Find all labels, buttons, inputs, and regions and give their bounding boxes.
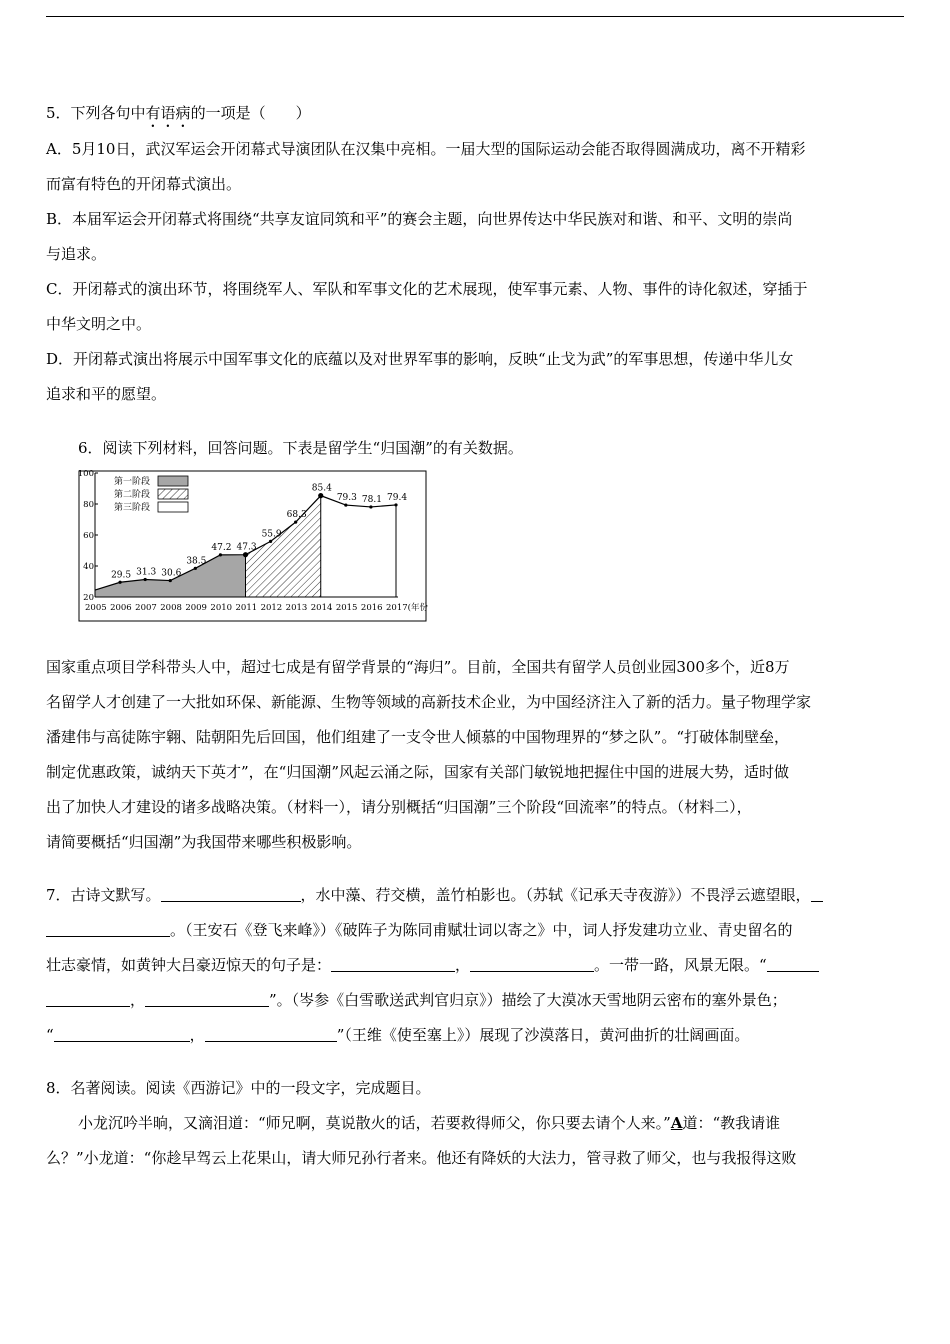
q7-blank-4[interactable] — [470, 955, 594, 972]
data-label: 47.3 — [236, 542, 257, 553]
data-point — [394, 503, 397, 506]
q7-text-4b: ， — [130, 991, 146, 1009]
data-label: 68.3 — [286, 510, 307, 521]
data-point — [169, 579, 172, 582]
legend-swatch-2 — [158, 489, 188, 499]
q8-passage-text-1: 小龙沉吟半晌，又滴泪道：“师兄啊，莫说散火的话，若要救得师父，你只要去请个人来。” — [78, 1114, 671, 1132]
q5-option-d-line2: 追求和平的愿望。 — [46, 385, 167, 403]
q7-line5 — [46, 1018, 904, 1053]
data-label: 79.3 — [336, 493, 357, 504]
x-tick-label: 2017(年份) — [386, 603, 428, 613]
q7-text-5c: ”（王维《使至塞上》）展现了沙漠落日，黄河曲折的壮阔画面。 — [336, 1026, 750, 1044]
data-label: 85.4 — [311, 483, 332, 494]
data-label: 30.6 — [161, 568, 182, 579]
data-point — [118, 581, 121, 584]
data-point — [219, 553, 222, 556]
q5-stem-post: 的一项是（ ） — [190, 104, 311, 122]
data-point — [318, 493, 323, 498]
data-label: 55.9 — [261, 529, 282, 540]
q8-passage-line2: 么？”小龙道：“你趁早驾云上花果山，请大师兄孙行者来。他还有降妖的大法力，管寻救了师父，也与我报得这败 — [46, 1149, 797, 1167]
x-tick-label: 2016 — [360, 603, 383, 613]
q6-material-line2: 名留学人才创建了一大批如环保、新能源、生物等领域的高新技术企业，为中国经济注入了新的活力。量子物理学家 — [46, 693, 812, 711]
q5-option-c-line2: 中华文明之中。 — [46, 315, 152, 333]
q7-text-3a: 壮志豪情，如黄钟大吕豪迈惊天的句子是： — [46, 956, 332, 974]
q7-text-3c: 。一带一路，风景无限。“ — [594, 956, 767, 974]
data-label: 31.3 — [136, 567, 157, 578]
x-tick-label: 2013 — [285, 603, 308, 613]
q7-blank-6[interactable] — [145, 990, 269, 1007]
q6-material-line3: 潘建伟与高徒陈宇翱、陆朝阳先后回国，他们组建了一支令世人倾慕的中国物理界的“梦之队”。“打破体制壁垒， — [46, 728, 790, 746]
q8-stem: 8．名著阅读。阅读《西游记》中的一段文字，完成题目。 — [46, 1079, 431, 1097]
q7-text-5b: ， — [189, 1026, 205, 1044]
q6-material-line4: 制定优惠政策，诚纳天下英才”，在“归国潮”风起云涌之际，国家有关部门敏锐地把握住中国的进展大势，适时做 — [46, 763, 790, 781]
x-tick-label: 2010 — [210, 603, 233, 613]
legend-swatch-3 — [158, 502, 188, 512]
q7-stem: 7．古诗文默写。 — [46, 886, 161, 904]
q7-line3 — [46, 948, 904, 983]
header-rule — [46, 16, 904, 17]
legend-label-1: 第一阶段 — [114, 477, 151, 487]
data-label: 29.5 — [111, 570, 132, 581]
data-label: 78.1 — [361, 494, 382, 505]
question-7 — [46, 878, 904, 1053]
x-tick-label: 2007 — [135, 603, 157, 613]
y-tick-label: 80 — [83, 500, 94, 510]
q5-stem-emphasis: 有语病 — [145, 104, 191, 122]
q7-blank-7[interactable] — [54, 1025, 190, 1042]
q6-stem: 6．阅读下列材料，回答问题。下表是留学生“归国潮”的有关数据。 — [78, 439, 523, 457]
q7-text-5a: “ — [46, 1026, 54, 1044]
data-label: 38.5 — [186, 556, 207, 567]
data-label: 47.2 — [211, 542, 232, 553]
data-point — [144, 578, 147, 581]
data-point — [194, 567, 197, 570]
q7-blank-5a[interactable] — [767, 955, 819, 972]
q7-line2 — [46, 913, 904, 948]
q7-blank-3[interactable] — [331, 955, 455, 972]
q7-line1 — [46, 878, 904, 913]
q7-text-2: 。（王安石《登飞来峰》）《破阵子为陈同甫赋壮词以寄之》中，词人抒发建功立业、青史留名的 — [170, 921, 793, 939]
q7-blank-2a[interactable] — [811, 885, 823, 902]
x-tick-label: 2006 — [110, 603, 132, 613]
chart-svg — [78, 470, 428, 630]
q6-material-line1: 国家重点项目学科带头人中，超过七成是有留学背景的“海归”。目前，全国共有留学人员创业园300多个，近8万 — [46, 658, 790, 676]
q5-option-b-line2: 与追求。 — [46, 245, 107, 263]
legend-label-2: 第二阶段 — [114, 490, 151, 500]
data-point — [243, 552, 248, 557]
x-tick-label: 2012 — [260, 603, 283, 613]
stage-area-3 — [321, 496, 396, 597]
data-point — [269, 540, 272, 543]
q7-blank-2b[interactable] — [46, 920, 170, 937]
question-5 — [46, 96, 904, 412]
q8-passage-text-2: 道：“教我请谁 — [682, 1114, 781, 1132]
q8-passage-line1 — [46, 1106, 904, 1141]
x-tick-label: 2014 — [310, 603, 333, 613]
q5-option-c-line1: C．开闭幕式的演出环节，将围绕军人、军队和军事文化的艺术展现，使军事元素、人物、事件的诗化叙述，穿插于 — [46, 280, 808, 298]
legend-swatch-1 — [158, 476, 188, 486]
q7-blank-8[interactable] — [205, 1025, 337, 1042]
question-8 — [46, 1071, 904, 1176]
x-tick-label: 2011 — [235, 603, 258, 613]
x-tick-label: 2009 — [185, 603, 207, 613]
data-point — [344, 503, 347, 506]
q6-material-line5: 出了加快人才建设的诸多战略决策。（材料一），请分别概括“归国潮”三个阶段“回流率”的特点。（材料二）， — [46, 798, 752, 816]
q7-text-3b: ， — [455, 956, 471, 974]
q6-material-line6: 请简要概括“归国潮”为我国带来哪些积极影响。 — [46, 833, 362, 851]
data-point — [369, 505, 372, 508]
y-tick-label: 60 — [83, 531, 94, 541]
x-tick-label: 2008 — [160, 603, 182, 613]
y-tick-label: 20 — [83, 593, 94, 603]
q7-line4 — [46, 983, 904, 1018]
q7-blank-1[interactable] — [161, 885, 301, 902]
data-label: 79.4 — [387, 492, 408, 503]
q5-stem-pre: 5．下列各句中 — [46, 104, 146, 122]
q5-option-d-line1: D．开闭幕式演出将展示中国军事文化的底蕴以及对世界军事的影响，反映“止戈为武”的军事思想，传递中华儿女 — [46, 350, 794, 368]
q5-option-a-line2: 而富有特色的开闭幕式演出。 — [46, 175, 242, 193]
q7-text-4c: ”。（岑参《白雪歌送武判官归京》）描绘了大漠冰天雪地阴云密布的塞外景色； — [269, 991, 787, 1009]
q7-blank-5b[interactable] — [46, 990, 130, 1007]
q8-underlined-a: A — [670, 1114, 683, 1132]
return-rate-chart — [78, 470, 428, 630]
q5-option-a-line1: A．5月10日，武汉军运会开闭幕式导演团队在汉集中亮相。一届大型的国际运动会能否取得圆满成功，离不开精彩 — [46, 140, 806, 158]
q7-text-1: ，水中藻、荇交横，盖竹柏影也。（苏轼《记承天寺夜游》）不畏浮云遮望眼， — [300, 886, 811, 904]
x-tick-label: 2005 — [85, 603, 107, 613]
y-tick-label: 40 — [83, 562, 94, 572]
data-point — [294, 521, 297, 524]
question-6 — [46, 431, 904, 860]
legend-label-3: 第三阶段 — [114, 503, 151, 513]
q5-option-b-line1: B．本届军运会开闭幕式将围绕“共享友谊同筑和平”的赛会主题，向世界传达中华民族对和谐、和平、文明的崇尚 — [46, 210, 793, 228]
exam-page — [46, 96, 904, 1176]
x-tick-label: 2015 — [335, 603, 358, 613]
q5-stem — [46, 96, 904, 131]
y-tick-label: 100 — [78, 470, 94, 479]
stage-area-2 — [246, 496, 321, 597]
